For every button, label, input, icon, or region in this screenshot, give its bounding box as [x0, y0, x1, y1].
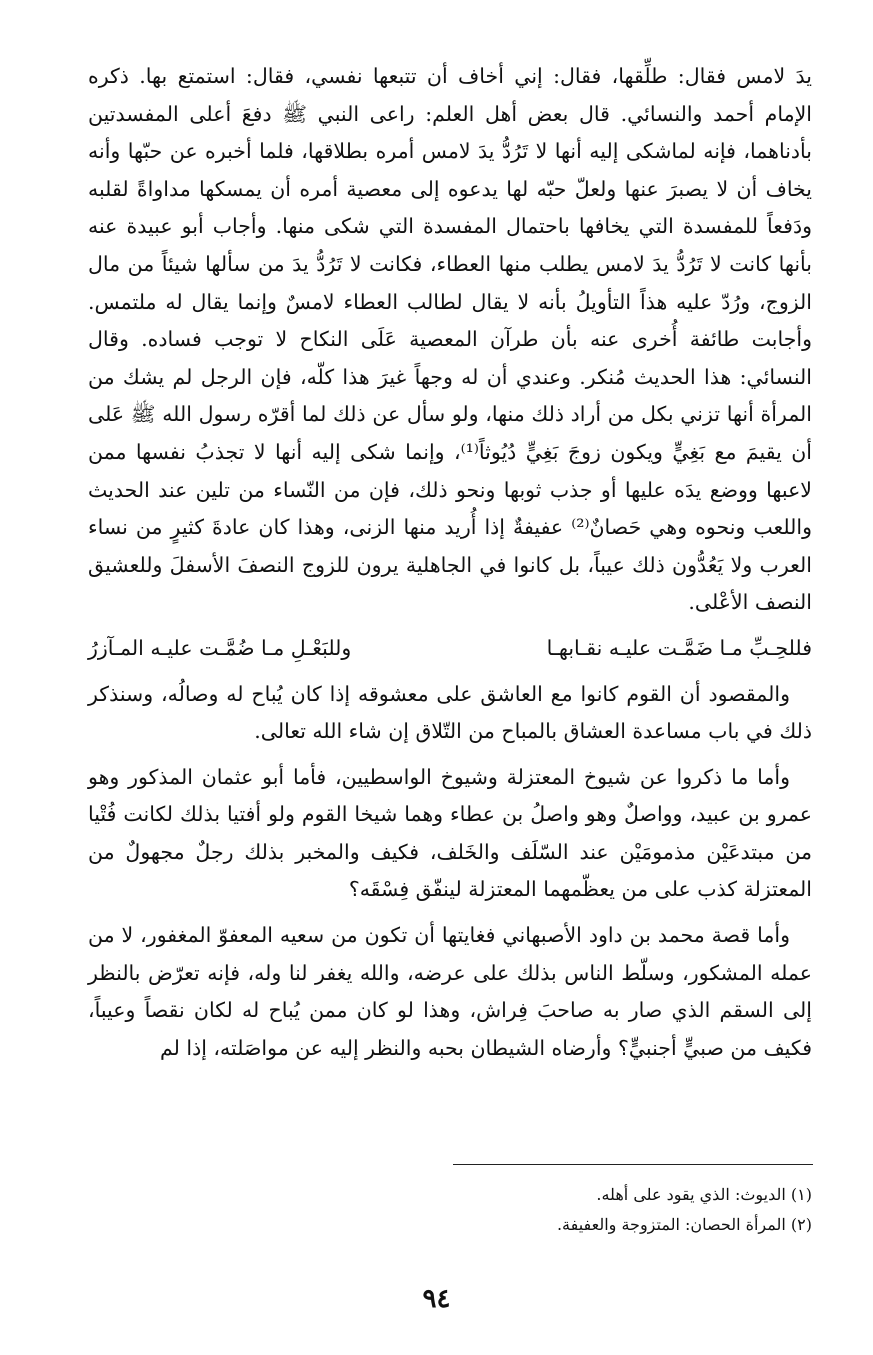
- poem-verse: [88, 630, 812, 668]
- page-number: ٩٤: [422, 1284, 451, 1314]
- paragraph-4: وأما قصة محمد بن داود الأصبهاني فغايتها أن تكون من سعيه المعفوّ المغفور، لا من عمله المشكور، وسلّط الناس بذلك على عرضه، والله يغفر لنا وله، فإنه تعرّض بالنظر إلى السقم الذي صار به صاحبَ فِراش، وهذا لو كان ممن يُباح له لكان نقصاً وعيباً، فكيف من صبيٍّ أجنبيٍّ؟ وأرضاه الشيطان بحبه والنظر إليه عن مواصَلته، إذا لم: [88, 923, 812, 1060]
- paragraph-2: والمقصود أن القوم كانوا مع العاشق على معشوقه إذا كان يُباح له وصالُه، وسنذكر ذلك في باب مساعدة العشاق بالمباح من التّلاق إن شاء الله تعالى.: [88, 681, 812, 744]
- body-text: [88, 58, 812, 1067]
- footnotes: [88, 1180, 812, 1240]
- verse-second-hemistich: وللبَعْـلِ مـا ضُمَّـت عليـه المـآزرُ: [88, 635, 352, 660]
- footnote-1: (١) الديوث: الذي يقود على أهله.: [596, 1185, 812, 1204]
- footnote-divider: [453, 1164, 813, 1165]
- verse-first-hemistich: فللحِـبِّ مـا ضَمَّـت عليـه نقـابهـا: [546, 635, 812, 660]
- paragraph-3: وأما ما ذكروا عن شيوخ المعتزلة وشيوخ الواسطيين، فأما أبو عثمان المذكور وهو عمرو بن عبيد، وواصلٌ وهو واصلُ بن عطاء وهما شيخا القوم ولو أفتيا بذلك لكانت فُتْيا من مبتدعَيْن مذمومَيْن عند السّلَف والخَلف، فكيف والمخبر بذلك رجلٌ مجهولٌ من المعتزلة كذب على من يعظّمهما المعتزلة لينفّق فِسْقَه؟: [88, 764, 812, 902]
- footnote-2: (٢) المرأة الحصان: المتزوجة والعفيفة.: [556, 1215, 812, 1234]
- paragraph-1: يدَ لامس فقال: طلِّقها، فقال: إني أخاف أن تتبعها نفسي، فقال: استمتع بها. ذكره الإمام أحمد والنسائي. قال بعض أهل العلم: راعى النبي ﷺ دفعَ أعلى المفسدتين بأدناهما، فإنه لماشكى إليه أنها لا تَرُدُّ يدَ لامس أمره بطلاقها، فلما أخبره عن حبّها وأنه يخاف أن لا يصبرَ عنها ولعلّ حبّه لها يدعوه إلى معصية أمره أن يمسكها مداواةً لقلبه ودَفعاً للمفسدة التي يخافها باحتمال المفسدة التي شكى منها. وأجاب أبو عبيدة عنه بأنها كانت لا تَرُدُّ يدَ لامس يطلب منها العطاء، فكانت لا تَرُدُّ يدَ من سألها شيئاً من مال الزوج، ورُدّ عليه هذاً التأويلُ بأنه لا يقال لطالب العطاء لامسٌ وإنما يقال له ملتمس. وأجابت طائفة أُخرى عنه بأن طرآن المعصية عَلَى النكاح لا توجب فساده. وقال النسائي: هذا الحديث مُنكر. وعندي أن له وجهاً غيرَ هذا كلّه، فإن الرجل لم يشك من المرأة أنها تزني بكل من أراد ذلك منها، ولو سأل عن ذلك لما أقرّه رسول الله ﷺ عَلى أن يقيمَ مع بَغِيٍّ ويكون زوجَ بَغِيٍّ دُيُوثاً⁽¹⁾، وإنما شكى إليه أنها لا تجذبُ نفسها ممن لاعبها ووضع يدَه عليها أو جذب ثوبها ونحو ذلك، فإن من النّساء من تلين عند الحديث واللعب ونحوه وهي حَصانٌ⁽²⁾ عفيفةٌ إذا أُريد منها الزنى، وهذا كان عادةَ كثيرٍ من نساء العرب ولا يَعُدُّون ذلك عيباً، بل كانوا في الجاهلية يرون للزوج النصفَ الأسفلَ وللعشيق النصف الأعْلى.: [88, 64, 812, 615]
